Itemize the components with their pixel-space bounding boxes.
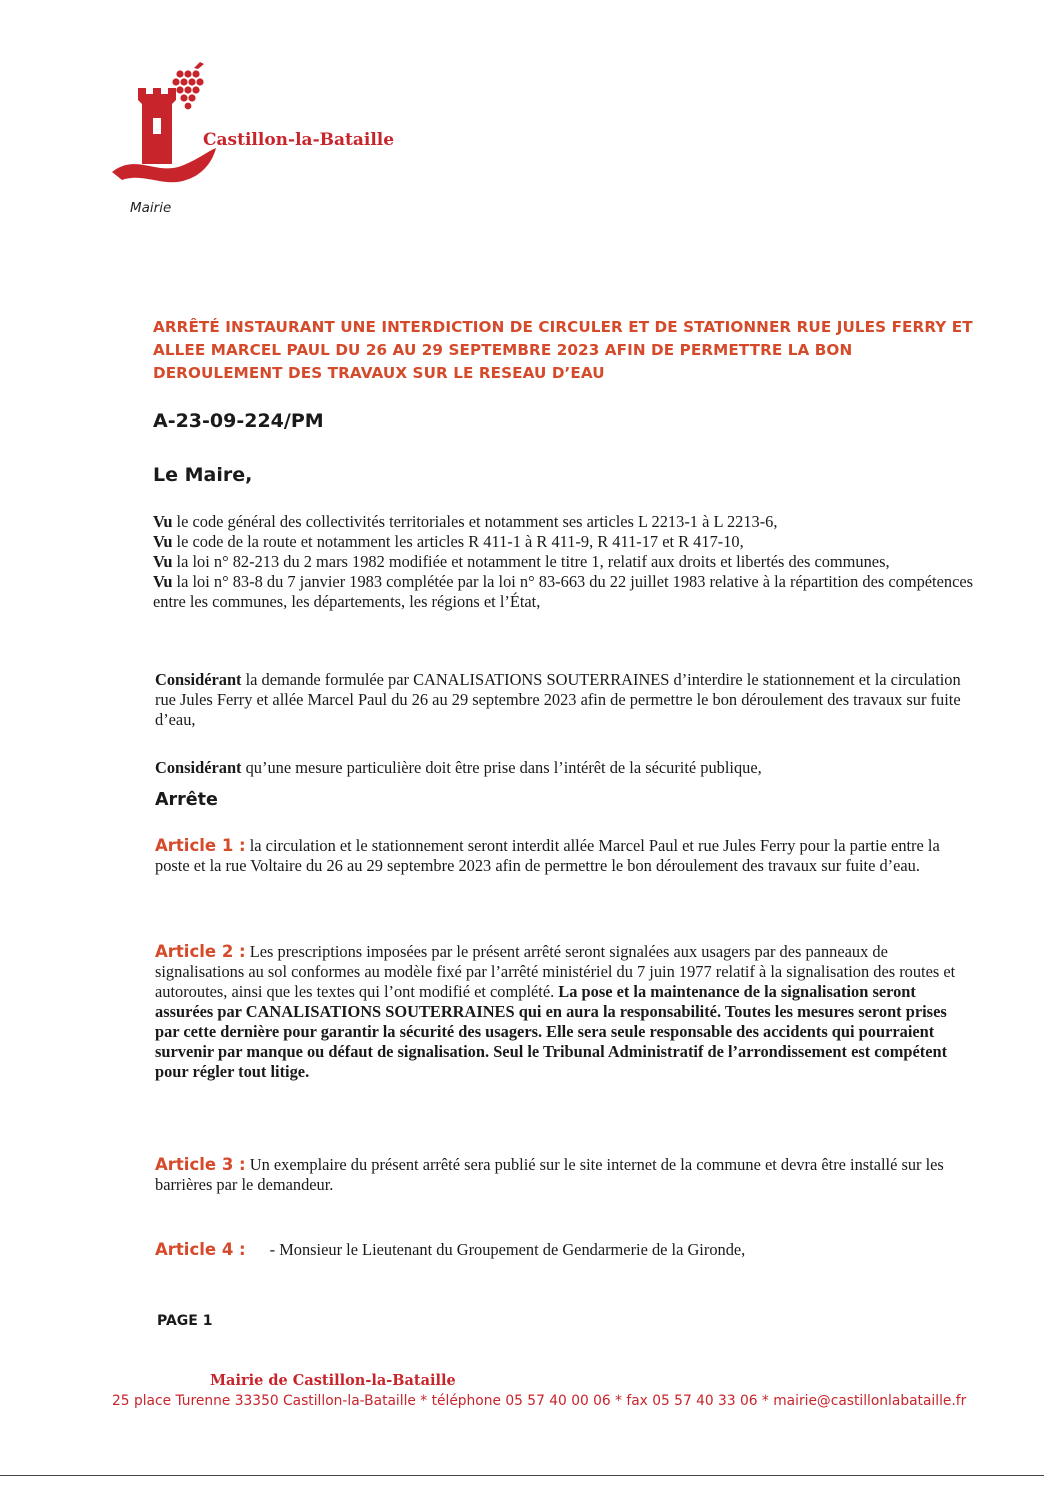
article-label: Article 4 :	[155, 1240, 246, 1259]
visas-block	[153, 512, 993, 612]
decree-title: ARRÊTÉ INSTAURANT UNE INTERDICTION DE CIRCULER ET DE STATIONNER RUE JULES FERRY ET ALLEE MARCEL PAUL DU 26 AU 29 SEPTEMBRE 2023 AFIN DE PERMETTRE LA BON DEROULEMENT DES TRAVAUX SUR LE RESEAU D’EAU	[153, 318, 973, 382]
visa-line	[153, 512, 993, 532]
article-paragraph	[155, 1155, 970, 1195]
visa-lead: Vu	[153, 552, 173, 571]
article-paragraph	[155, 942, 970, 1082]
considerant-text: la demande formulée par CANALISATIONS SOUTERRAINES d’interdire le stationnement et la circulation rue Jules Ferry et allée Marcel Paul du 26 au 29 septembre 2023 afin de permettre le bon déroulement des travaux sur fuite d’eau,	[155, 670, 961, 729]
visa-text: le code général des collectivités territoriales et notamment ses articles L 2213-1 à L 2213-6,	[172, 512, 778, 531]
visa-lead: Vu	[153, 532, 173, 551]
footer-address: 25 place Turenne 33350 Castillon-la-Bataille * téléphone 05 57 40 00 06 * fax 05 57 40 33 06 * mairie@castillonlabataille.fr	[112, 1393, 967, 1409]
arrete-heading: Arrête	[155, 790, 218, 810]
article-label: Article 2 :	[155, 942, 246, 961]
article-paragraph	[155, 836, 970, 876]
visa-text: la loi n° 83-8 du 7 janvier 1983 complétée par la loi n° 83-663 du 22 juillet 1983 relative à la répartition des compétences entre les communes, les départements, les régions et l’État,	[153, 572, 973, 611]
article-label: Article 1 :	[155, 836, 246, 855]
footer-divider	[0, 1475, 1044, 1476]
article-paragraph	[155, 1240, 970, 1260]
town-name: Castillon-la-Bataille	[203, 130, 395, 150]
considerant-text: qu’une mesure particulière doit être prise dans l’intérêt de la sécurité publique,	[241, 758, 762, 777]
footer-name: Mairie de Castillon-la-Bataille	[210, 1372, 456, 1389]
article-text: Un exemplaire du présent arrêté sera publié sur le site internet de la commune et devra être installé sur les barrières par le demandeur.	[155, 1155, 944, 1194]
article-text: - Monsieur le Lieutenant du Groupement de Gendarmerie de la Gironde,	[269, 1240, 746, 1259]
considerant-paragraph	[155, 758, 970, 778]
visa-lead: Vu	[153, 572, 173, 591]
considerant-paragraph	[155, 670, 970, 730]
article-text: Les prescriptions imposées par le présent arrêté seront signalées aux usagers par des panneaux de signalisations au sol conformes au modèle fixé par l’arrêté ministériel du 7 juin 1977 relatif à la signalisation des routes et autoroutes, ainsi que les textes qui l’ont modifié et complété.	[155, 942, 956, 1001]
article-label: Article 3 :	[155, 1155, 246, 1174]
article-text: la circulation et le stationnement seront interdit allée Marcel Paul et rue Jules Ferry pour la partie entre la poste et la rue Voltaire du 26 au 29 septembre 2023 afin de permettre le bon déroulement des travaux sur fuite d’eau.	[155, 836, 940, 875]
page-number: PAGE 1	[157, 1313, 213, 1329]
article-bold-text: La pose et la maintenance de la signalisation seront assurées par CANALISATIONS SOUTERRAINES qui en aura la responsabilité. Toutes les mesures seront prises par cette dernière pour garantir la sécurité des usagers. Elle sera seule responsable des accidents qui pourraient survenir par manque ou défaut de signalisation. Seul le Tribunal Administratif de l’arrondissement est compétent pour régler tout litige.	[155, 982, 948, 1081]
decree-reference: A-23-09-224/PM	[153, 410, 324, 432]
visa-text: le code de la route et notamment les articles R 411-1 à R 411-9, R 411-17 et R 417-10,	[172, 532, 744, 551]
visa-text: la loi n° 82-213 du 2 mars 1982 modifiée et notamment le titre 1, relatif aux droits et libertés des communes,	[172, 552, 890, 571]
considerant-lead: Considérant	[155, 670, 242, 689]
mairie-label: Mairie	[130, 200, 172, 216]
author-heading: Le Maire,	[153, 464, 253, 486]
visa-lead: Vu	[153, 512, 173, 531]
visa-line	[153, 532, 993, 552]
visa-line	[153, 572, 993, 612]
visa-line	[153, 552, 993, 572]
considerant-lead: Considérant	[155, 758, 242, 777]
